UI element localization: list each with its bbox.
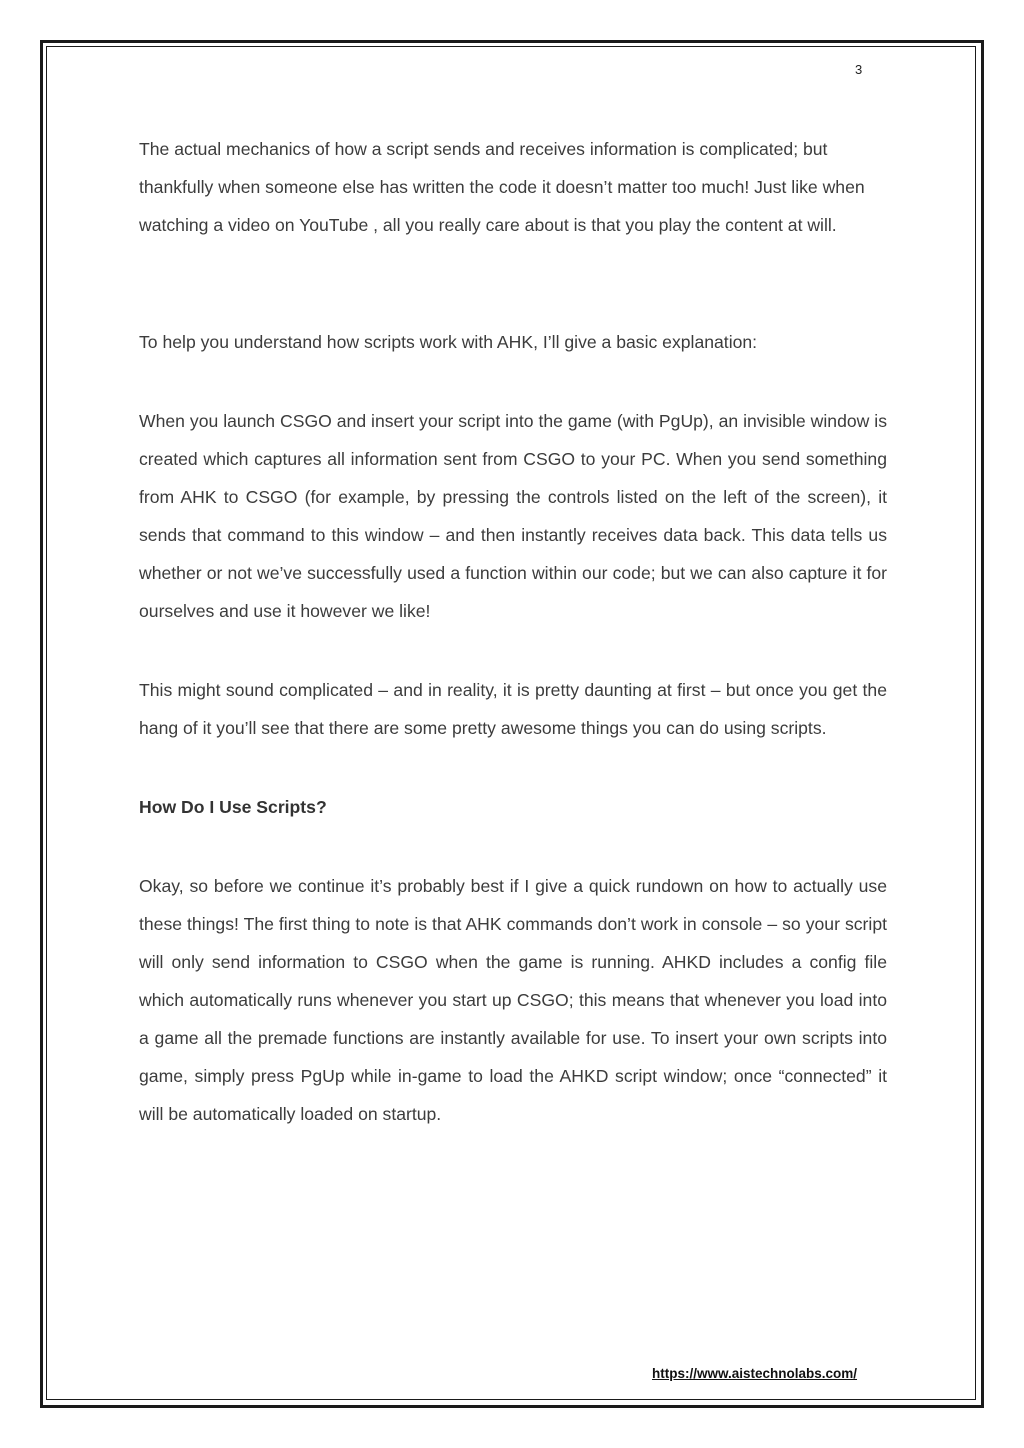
spacer xyxy=(139,361,887,402)
paragraph-complicated: This might sound complicated – and in reality, it is pretty daunting at first – but once you get the hang of it you’ll see that there are some pretty awesome things you can do using scripts. xyxy=(139,680,887,738)
spacer xyxy=(139,747,887,788)
page-number: 3 xyxy=(855,62,863,77)
paragraph-usage: Okay, so before we continue it’s probably best if I give a quick rundown on how to actually use these things! The first thing to note is that AHK commands don’t work in console – so your script will only send information to CSGO when the game is running. AHKD includes a config file which automatically runs whenever you start up CSGO; this means that whenever you load into a game all the premade functions are instantly available for use. To insert your own scripts into game, simply press PgUp while in-game to load the AHKD script window; once “connected” it will be automatically loaded on startup. xyxy=(139,876,887,1124)
paragraph-invisible-window: When you launch CSGO and insert your script into the game (with PgUp), an invisible window is created which captures all information sent from CSGO to your PC. When you send something from AHK to CSGO (for example, by pressing the controls listed on the left of the screen), it sends that command to this window – and then instantly receives data back. This data tells us whether or not we’ve successfully used a function within our code; but we can also capture it for ourselves and use it however we like! xyxy=(139,411,887,621)
footer-website-link[interactable]: https://www.aistechnolabs.com/ xyxy=(652,1366,858,1381)
spacer xyxy=(139,244,887,323)
paragraph-intro-explanation: To help you understand how scripts work with AHK, I’ll give a basic explanation: xyxy=(139,332,758,352)
section-heading: How Do I Use Scripts? xyxy=(139,797,327,817)
spacer xyxy=(139,630,887,671)
spacer xyxy=(139,826,887,867)
paragraph-mechanics: The actual mechanics of how a script sends and receives information is complicated; but thankfully when someone else has written the code it doesn’t matter too much! Just like when watching a video on YouTube , all you really care about is that you play the content at will. xyxy=(139,139,865,235)
document-body xyxy=(139,130,887,1133)
